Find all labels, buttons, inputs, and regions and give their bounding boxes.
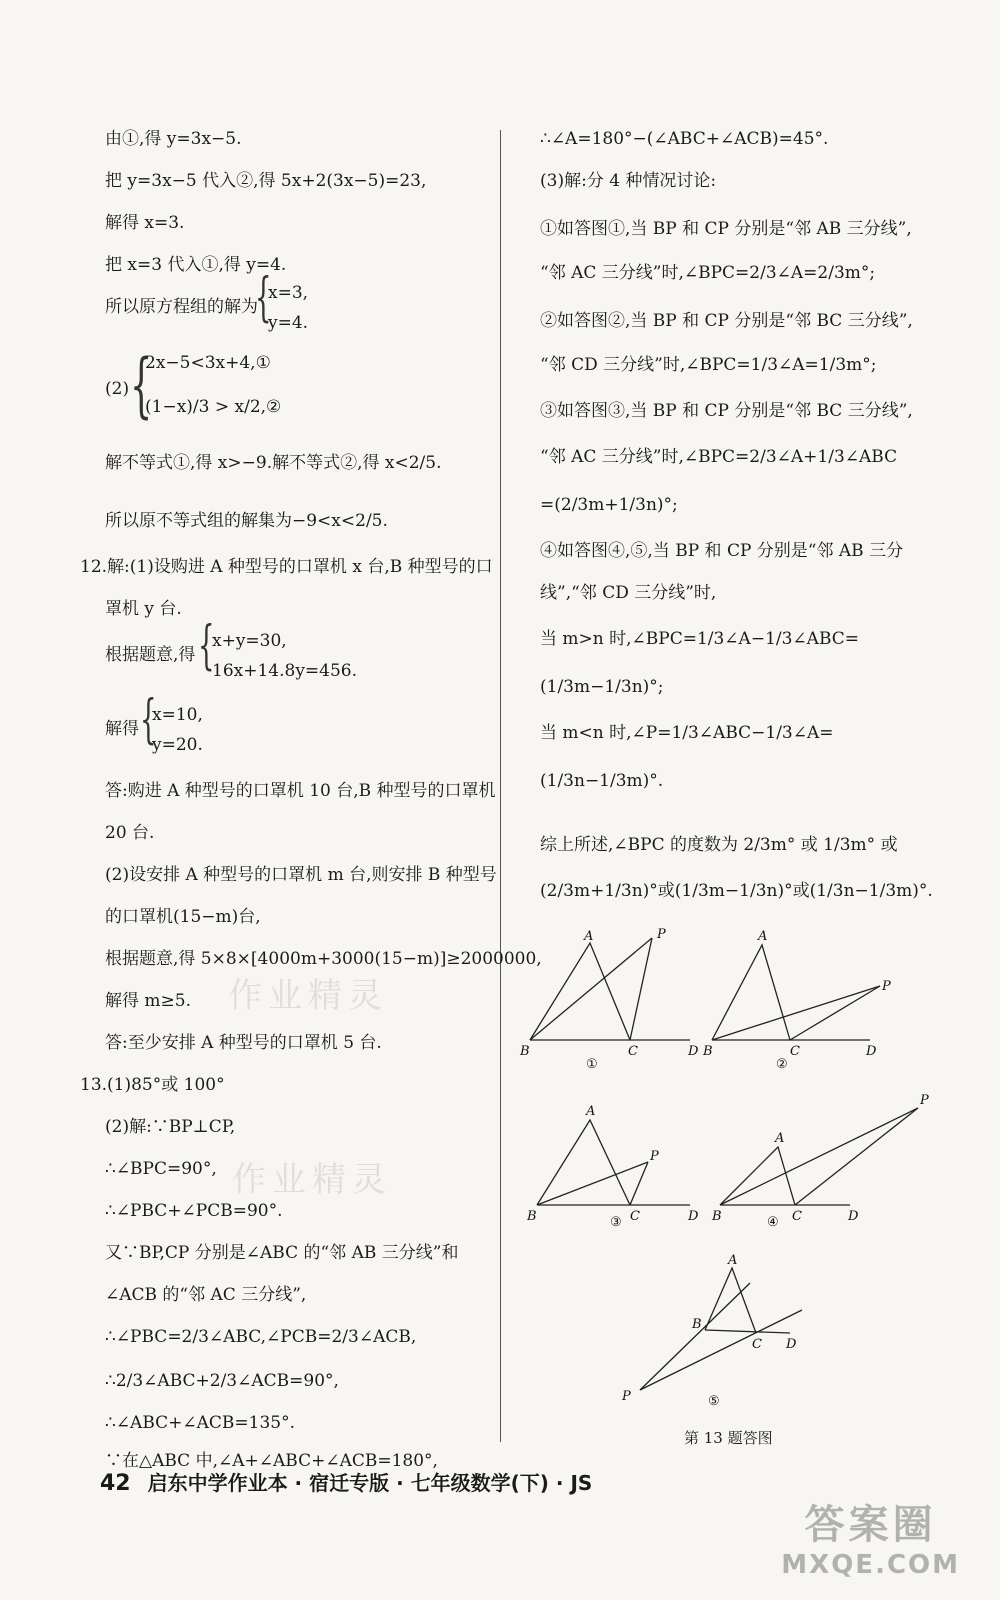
text-line: 又∵BP,CP 分别是∠ABC 的“邻 AB 三分线”和 [105,1243,459,1263]
text-line: 所以原不等式组的解集为−9<x<2/5. [105,511,388,531]
triangle-abc-4 [720,1147,795,1205]
text-line: ∴∠A=180°−(∠ABC+∠ACB)=45°. [540,129,829,149]
text-line: ∴∠BPC=90°, [105,1159,217,1179]
column-divider [500,130,501,1442]
label-b: B [527,1209,537,1224]
label-a: A [728,1253,738,1268]
figure-number: ③ [610,1215,622,1230]
figure-caption: 第 13 题答图 [684,1429,773,1447]
label-p: P [882,979,891,994]
site-logo [781,1493,960,1580]
text-line: ∴2/3∠ABC+2/3∠ACB=90°, [105,1371,339,1391]
label-b: B [712,1209,722,1224]
page-number: 42 [100,1471,131,1496]
text-line: 罩机 y 台. [105,599,182,619]
text-line: 的口罩机(15−m)台, [105,907,261,927]
label-c: C [792,1209,802,1224]
text-line: 根据题意,得 [105,645,196,665]
segment-bp-3 [537,1162,648,1205]
label-p: P [622,1389,631,1404]
page-footer [100,1467,592,1496]
segment-cp-5 [640,1310,802,1390]
label-b: B [692,1317,702,1332]
logo-url: MXQE.COM [781,1550,960,1580]
label-d: D [688,1044,699,1059]
equation: y=20. [152,735,203,755]
segment-cp-2 [790,986,880,1040]
equation: x+y=30, [212,631,287,651]
baseline-bd-5 [705,1330,790,1333]
text-line: 解得 [105,719,139,739]
label-d: D [866,1044,877,1059]
label-p: P [657,927,666,942]
label-c: C [790,1044,800,1059]
text-line: (2)解:∵BP⊥CP, [105,1117,236,1137]
text-line: 综上所述,∠BPC 的度数为 2/3m° 或 1/3m° 或 [540,835,898,855]
label-b: B [520,1044,530,1059]
text-line: ②如答图②,当 BP 和 CP 分别是“邻 BC 三分线”, [540,311,913,331]
text-line: ①如答图①,当 BP 和 CP 分别是“邻 AB 三分线”, [540,219,912,239]
segment-cp-4 [795,1108,918,1205]
equation: x=3, [268,283,309,303]
text-line: 根据题意,得 5×8×[4000m+3000(15−m)]≥2000000, [105,949,542,969]
label-p: P [650,1149,659,1164]
text-line: (1/3m−1/3n)°; [540,677,664,697]
text-line: ∴∠PBC+∠PCB=90°. [105,1201,283,1221]
text-line: ④如答图④,⑤,当 BP 和 CP 分别是“邻 AB 三分 [540,541,904,561]
text-line: 解不等式①,得 x>−9.解不等式②,得 x<2/5. [105,453,442,473]
figure-number: ② [776,1057,788,1072]
segment-bp-2 [712,986,880,1040]
label-d: D [848,1209,859,1224]
label-d: D [786,1337,797,1352]
text-line: 解得 m≥5. [105,991,191,1011]
text-line: (1/3n−1/3m)°. [540,771,664,791]
label-a: A [758,929,768,944]
brace: { [140,690,157,750]
text-line: 答:至少安排 A 种型号的口罩机 5 台. [105,1033,382,1053]
label-c: C [628,1044,638,1059]
label-b: B [703,1044,713,1059]
label-a: A [775,1131,785,1146]
equation: 16x+14.8y=456. [212,661,358,681]
text-line: 20 台. [105,823,155,843]
label-d: D [688,1209,699,1224]
segment-bp-4 [720,1108,918,1205]
text-line: “邻 AC 三分线”时,∠BPC=2/3∠A=2/3m°; [540,263,876,283]
inequality: 2x−5<3x+4,① [145,353,271,373]
equation: x=10, [152,705,203,725]
text-line: “邻 CD 三分线”时,∠BPC=1/3∠A=1/3m°; [540,355,877,375]
text-line: “邻 AC 三分线”时,∠BPC=2/3∠A+1/3∠ABC [540,447,898,467]
text-line: 解得 x=3. [105,213,185,233]
brace: { [130,344,153,426]
segment-cp-1 [630,938,652,1040]
text-line: 由①,得 y=3x−5. [105,129,242,149]
brace: { [198,616,215,676]
text-line: 当 m>n 时,∠BPC=1/3∠A−1/3∠ABC= [540,629,860,649]
text-line: 当 m<n 时,∠P=1/3∠ABC−1/3∠A= [540,723,834,743]
text-line: 把 x=3 代入①,得 y=4. [105,255,287,275]
logo-text: 答案圈 [804,1502,937,1548]
text-line: 答:购进 A 种型号的口罩机 10 台,B 种型号的口罩机 [105,781,496,801]
triangle-abc-2 [712,945,790,1040]
text-line: (3)解:分 4 种情况讨论: [540,171,717,191]
text-line: ∵在△ABC 中,∠A+∠ABC+∠ACB=180°, [105,1451,438,1471]
segment-cp-3 [630,1162,648,1205]
text-line: 13.(1)85°或 100° [80,1075,225,1095]
label-a: A [586,1104,596,1119]
segment-bp-5 [640,1283,750,1390]
text-line: (2)设安排 A 种型号的口罩机 m 台,则安排 B 种型号 [105,865,497,885]
figure-number: ④ [767,1215,779,1230]
triangle-abc-3 [537,1120,630,1205]
text-line: 所以原方程组的解为 [105,297,258,317]
triangle-abc-5 [705,1268,756,1333]
book-title: 启东中学作业本 · 宿迁专版 · 七年级数学(下) · JS [147,1471,593,1495]
text-line: =(2/3m+1/3n)°; [540,495,678,515]
text-line: ∴∠ABC+∠ACB=135°. [105,1413,296,1433]
text-line: 把 y=3x−5 代入②,得 5x+2(3x−5)=23, [105,171,427,191]
label-p: P [920,1093,929,1108]
watermark-text: 作业精灵 [228,976,388,1016]
text-line: ∴∠PBC=2/3∠ABC,∠PCB=2/3∠ACB, [105,1327,417,1347]
text-line: (2/3m+1/3n)°或(1/3m−1/3n)°或(1/3n−1/3m)°. [540,881,933,901]
label-a: A [584,929,594,944]
text-line: ∠ACB 的“邻 AC 三分线”, [105,1285,307,1305]
text-line: 12.解:(1)设购进 A 种型号的口罩机 x 台,B 种型号的口 [80,557,493,577]
text-line: ③如答图③,当 BP 和 CP 分别是“邻 BC 三分线”, [540,401,913,421]
watermark-text: 作业精灵 [232,1160,392,1200]
label-c: C [630,1209,640,1224]
equation: y=4. [268,313,309,333]
segment-bp-1 [530,938,652,1040]
brace: { [255,268,272,328]
label-c: C [752,1337,762,1352]
text-line: (2) [105,379,130,399]
figure-number: ① [586,1057,598,1072]
figure-number: ⑤ [708,1394,720,1409]
inequality: (1−x)/3 > x/2,② [145,397,282,417]
triangle-abc-1 [530,943,630,1040]
text-line: 线”,“邻 CD 三分线”时, [540,583,717,603]
